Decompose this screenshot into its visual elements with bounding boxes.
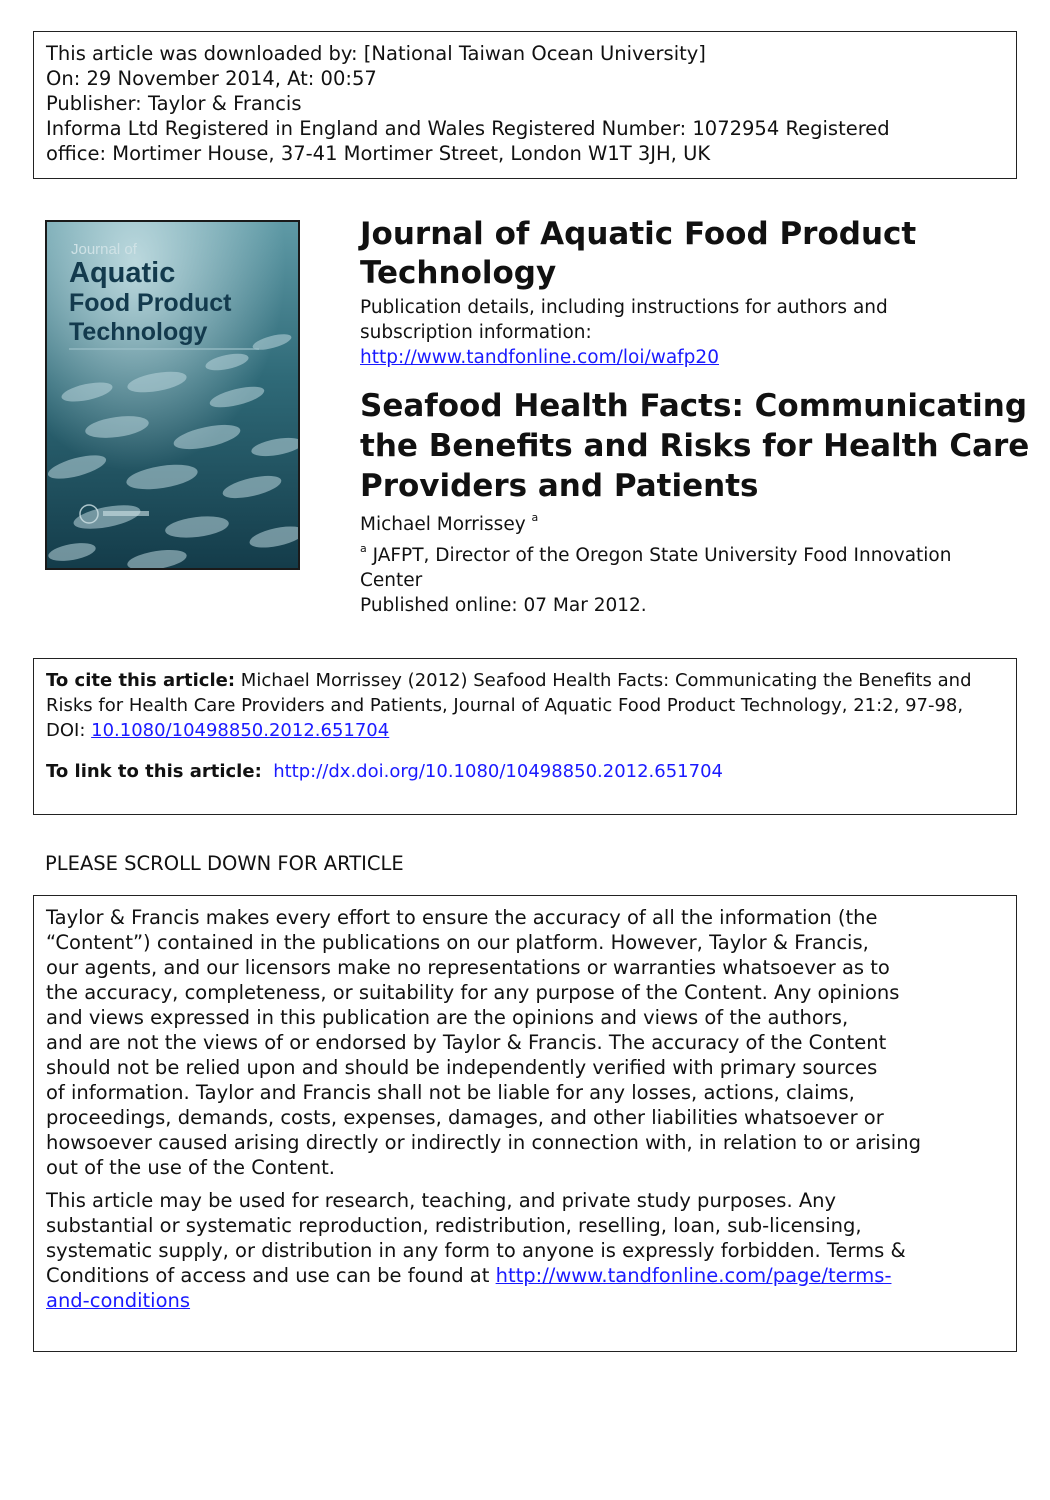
citation-line — [46, 718, 1016, 743]
affiliation-text: JAFPT, Director of the Oregon State University Food Innovation — [366, 545, 952, 566]
scroll-down-notice: PLEASE SCROLL DOWN FOR ARTICLE — [45, 852, 404, 875]
terms-line: of information. Taylor and Francis shall not be liable for any losses, actions, claims, — [46, 1081, 855, 1104]
cover-title-line: Technology — [69, 318, 208, 346]
cite-text: Michael Morrissey (2012) Seafood Health Facts: Communicating the Benefits and — [235, 670, 972, 691]
article-link[interactable]: http://dx.doi.org/10.1080/10498850.2012.651704 — [273, 761, 723, 782]
publication-details — [360, 295, 888, 370]
article-title-line: Providers and Patients — [360, 468, 759, 504]
download-notice-line: Informa Ltd Registered in England and Wales Registered Number: 1072954 Registered — [46, 117, 890, 140]
terms-line: proceedings, demands, costs, expenses, damages, and other liabilities whatsoever or — [46, 1106, 884, 1129]
article-title-line: the Benefits and Risks for Health Care — [360, 428, 1030, 464]
cover-title-line: Journal of — [71, 241, 137, 258]
link-label: To link to this article: — [46, 761, 262, 782]
journal-title-line: Journal of Aquatic Food Product — [360, 216, 917, 252]
journal-title-line: Technology — [360, 255, 557, 291]
terms-box — [33, 895, 1017, 1352]
terms-prefix: Conditions of access and use can be found at — [46, 1264, 496, 1287]
author-line — [360, 512, 951, 537]
affiliation-line — [360, 543, 951, 568]
author-superscript: a — [531, 511, 539, 524]
citation-box — [33, 658, 1017, 815]
doi-link[interactable]: 10.1080/10498850.2012.651704 — [91, 720, 390, 741]
publication-details-line: Publication details, including instructions for authors and — [360, 297, 888, 318]
affiliation-superscript: a — [360, 542, 367, 555]
published-date: Published online: 07 Mar 2012. — [360, 595, 647, 616]
terms-line: should not be relied upon and should be independently verified with primary sources — [46, 1056, 878, 1079]
citation-line — [46, 668, 1016, 693]
download-notice-line: On: 29 November 2014, At: 00:57 — [46, 67, 377, 90]
cover-title-line: Food Product — [69, 289, 232, 317]
journal-url-link[interactable]: http://www.tandfonline.com/loi/wafp20 — [360, 347, 719, 368]
terms-line: systematic supply, or distribution in any form to anyone is expressly forbidden. Terms & — [46, 1239, 906, 1262]
terms-conditions-link-continued[interactable]: and-conditions — [46, 1289, 191, 1312]
citation-line: Risks for Health Care Providers and Patients, Journal of Aquatic Food Product Technology, 21:2, 97-98, — [46, 695, 964, 716]
cover-illustration — [47, 222, 298, 568]
author-name: Michael Morrissey — [360, 514, 526, 535]
link-line — [46, 759, 1016, 784]
terms-paragraph-1 — [46, 905, 1016, 1180]
download-notice-box — [33, 31, 1017, 179]
terms-line: howsoever caused arising directly or indirectly in connection with, in relation to or arising — [46, 1131, 921, 1154]
cite-label: To cite this article: — [46, 670, 236, 691]
terms-line: Taylor & Francis makes every effort to ensure the accuracy of all the information (the — [46, 906, 878, 929]
terms-line: out of the use of the Content. — [46, 1156, 335, 1179]
download-notice-line: Publisher: Taylor & Francis — [46, 92, 302, 115]
terms-line: and are not the views of or endorsed by Taylor & Francis. The accuracy of the Content — [46, 1031, 887, 1054]
doi-label: DOI: — [46, 720, 92, 741]
terms-conditions-link[interactable]: http://www.tandfonline.com/page/terms- — [495, 1264, 892, 1287]
affiliation-line: Center — [360, 570, 423, 591]
cover-title-line: Aquatic — [69, 257, 176, 289]
terms-line: “Content”) contained in the publications on our platform. However, Taylor & Francis, — [46, 931, 869, 954]
journal-title — [360, 215, 916, 293]
terms-line: the accuracy, completeness, or suitability for any purpose of the Content. Any opinions — [46, 981, 900, 1004]
terms-line — [46, 1263, 1016, 1288]
download-notice-line: This article was downloaded by: [National Taiwan Ocean University] — [46, 42, 706, 65]
terms-line: This article may be used for research, teaching, and private study purposes. Any — [46, 1189, 837, 1212]
download-notice-line: office: Mortimer House, 37-41 Mortimer Street, London W1T 3JH, UK — [46, 142, 711, 165]
journal-cover-image — [45, 220, 300, 570]
terms-line: substantial or systematic reproduction, redistribution, reselling, loan, sub-licensing, — [46, 1214, 862, 1237]
terms-line: and views expressed in this publication are the opinions and views of the authors, — [46, 1006, 849, 1029]
terms-line: our agents, and our licensors make no representations or warranties whatsoever as to — [46, 956, 890, 979]
author-block — [360, 512, 951, 618]
article-title-line: Seafood Health Facts: Communicating — [360, 388, 1028, 424]
article-title — [360, 386, 1029, 506]
publication-details-line: subscription information: — [360, 322, 592, 343]
terms-paragraph-2 — [46, 1188, 1016, 1313]
